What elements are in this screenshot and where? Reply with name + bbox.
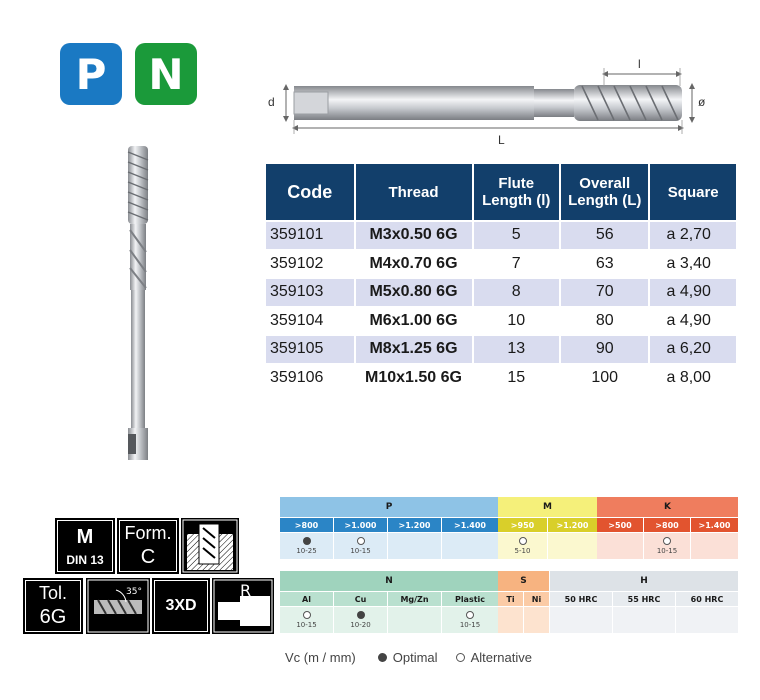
sub-m-1: >1.200	[548, 518, 597, 532]
legend-optimal-label: Optimal	[392, 650, 438, 665]
cell-thread: M8x1.25 6G	[356, 336, 472, 365]
table-row	[266, 222, 736, 251]
cell-flute: 13	[474, 336, 559, 365]
cell-square: a 4,90	[650, 308, 736, 337]
sub-n-1: Cu	[334, 592, 387, 606]
optimal-dot-icon	[378, 653, 387, 662]
blind-hole-icon	[181, 518, 239, 574]
shank-r-icon	[212, 578, 274, 634]
col-thread-header: Thread	[356, 164, 472, 222]
cell-overall: 100	[561, 365, 649, 394]
col-overall-header: Overall Length (L)	[561, 164, 649, 222]
sub-n-2: Mg/Zn	[388, 592, 441, 606]
mark-n-3	[442, 607, 498, 633]
mark-n-3-range: 10-15	[459, 621, 481, 629]
mark-k-1-range: 10-15	[656, 547, 678, 555]
helix-angle-icon	[86, 578, 150, 634]
tap-dimension-drawing	[262, 56, 712, 148]
cell-code: 359104	[266, 308, 354, 337]
mark-s-0	[498, 607, 523, 633]
sub-p-0: >800	[280, 518, 333, 532]
mark-k-1	[644, 533, 690, 559]
sub-k-1: >800	[644, 518, 690, 532]
mark-n-0-range: 10-15	[296, 621, 317, 629]
cell-thread: M5x0.80 6G	[356, 279, 472, 308]
mark-p-3	[442, 533, 498, 559]
sub-m-0: >950	[498, 518, 547, 532]
mark-p-1-range: 10-15	[350, 547, 371, 555]
sub-p-3: >1.400	[442, 518, 498, 532]
legend-vc-label: Vc (m / mm)	[285, 650, 356, 665]
alternative-dot-icon	[663, 537, 671, 545]
material-n-badge: N	[135, 43, 197, 105]
mark-p-1	[334, 533, 387, 559]
tap-image-vertical	[118, 142, 158, 464]
col-square-header: Square	[650, 164, 736, 222]
alternative-dot-icon	[456, 653, 465, 662]
dim-l-label: l	[638, 57, 641, 71]
mark-m-0	[498, 533, 547, 559]
cell-thread: M4x0.70 6G	[356, 251, 472, 280]
col-code-header: Code	[266, 164, 354, 222]
cutting-speed-legend	[285, 650, 532, 665]
tile-r-label: R	[240, 581, 252, 600]
material-p-badge: P	[60, 43, 122, 105]
table-row	[266, 336, 736, 365]
group-h-header: H	[550, 571, 738, 591]
sub-s-0: Ti	[498, 592, 523, 606]
helix-angle-tile	[86, 578, 150, 634]
cell-flute: 8	[474, 279, 559, 308]
mark-p-2	[388, 533, 441, 559]
tile-m-label: M	[76, 525, 94, 548]
mark-m-1	[548, 533, 597, 559]
cell-square: a 8,00	[650, 365, 736, 394]
mark-p-0	[280, 533, 333, 559]
alternative-dot-icon	[466, 611, 474, 619]
cell-square: a 2,70	[650, 222, 736, 251]
tile-form-value: C	[140, 546, 156, 568]
shank-r-tile	[212, 578, 274, 634]
table-row	[266, 308, 736, 337]
group-m-header: M	[498, 497, 597, 517]
standard-din13-tile	[55, 518, 115, 574]
cell-code: 359106	[266, 365, 354, 394]
cell-overall: 56	[561, 222, 649, 251]
alternative-dot-icon	[303, 611, 311, 619]
mark-k-0	[597, 533, 643, 559]
cell-flute: 15	[474, 365, 559, 394]
mark-n-0	[280, 607, 333, 633]
cell-code: 359103	[266, 279, 354, 308]
cell-code: 359105	[266, 336, 354, 365]
sub-h-1: 55 HRC	[613, 592, 675, 606]
sub-p-1: >1.000	[334, 518, 387, 532]
dim-L-label: L	[498, 133, 505, 147]
cell-square: a 6,20	[650, 336, 736, 365]
tile-xd-label: 3XD	[165, 597, 197, 614]
mark-n-1-range: 10-20	[350, 621, 371, 629]
tile-angle-label: 35°	[126, 587, 142, 597]
cell-code: 359101	[266, 222, 354, 251]
sub-k-0: >500	[597, 518, 643, 532]
table-row	[266, 365, 736, 394]
group-n-header: N	[280, 571, 498, 591]
alternative-dot-icon	[519, 537, 527, 545]
sub-n-3: Plastic	[442, 592, 498, 606]
mark-s-1	[524, 607, 549, 633]
blind-hole-tile	[181, 518, 239, 574]
table-row	[266, 251, 736, 280]
tolerance-tile	[23, 578, 83, 634]
legend-alternative-label: Alternative	[470, 650, 532, 665]
optimal-dot-icon	[303, 537, 311, 545]
sub-p-2: >1.200	[388, 518, 441, 532]
cell-thread: M3x0.50 6G	[356, 222, 472, 251]
mark-n-1	[334, 607, 387, 633]
group-p-header: P	[280, 497, 498, 517]
group-s-header: S	[498, 571, 549, 591]
cell-overall: 63	[561, 251, 649, 280]
cell-code: 359102	[266, 251, 354, 280]
mark-n-2	[388, 607, 441, 633]
optimal-dot-icon	[357, 611, 365, 619]
cell-flute: 7	[474, 251, 559, 280]
cell-square: a 3,40	[650, 251, 736, 280]
cell-thread: M10x1.50 6G	[356, 365, 472, 394]
cell-thread: M6x1.00 6G	[356, 308, 472, 337]
alternative-dot-icon	[357, 537, 365, 545]
table-row	[266, 279, 736, 308]
group-k-header: K	[597, 497, 738, 517]
dim-d-label: d	[268, 95, 275, 109]
cell-flute: 5	[474, 222, 559, 251]
mark-p-0-range: 10-25	[296, 547, 317, 555]
mark-m-0-range: 5-10	[514, 547, 531, 555]
mark-h-0	[550, 607, 612, 633]
depth-3xd-tile	[152, 578, 210, 634]
cell-overall: 70	[561, 279, 649, 308]
tile-form-label: Form.	[124, 523, 172, 543]
sub-s-1: Ni	[524, 592, 549, 606]
col-flute-header: Flute Length (l)	[474, 164, 559, 222]
sub-n-0: Al	[280, 592, 333, 606]
tile-tol-label: Tol.	[38, 583, 67, 603]
sub-h-0: 50 HRC	[550, 592, 612, 606]
mark-h-2	[676, 607, 738, 633]
mark-k-2	[691, 533, 738, 559]
dimensions-table	[264, 164, 738, 393]
cell-overall: 80	[561, 308, 649, 337]
dim-diameter-label: ø	[698, 95, 706, 109]
tile-tol-value: 6G	[39, 606, 67, 628]
sub-k-2: >1.400	[691, 518, 738, 532]
cell-flute: 10	[474, 308, 559, 337]
cell-overall: 90	[561, 336, 649, 365]
sub-h-2: 60 HRC	[676, 592, 738, 606]
cell-square: a 4,90	[650, 279, 736, 308]
form-c-tile	[117, 518, 179, 574]
mark-h-1	[613, 607, 675, 633]
tile-din-label: DIN 13	[66, 552, 104, 567]
